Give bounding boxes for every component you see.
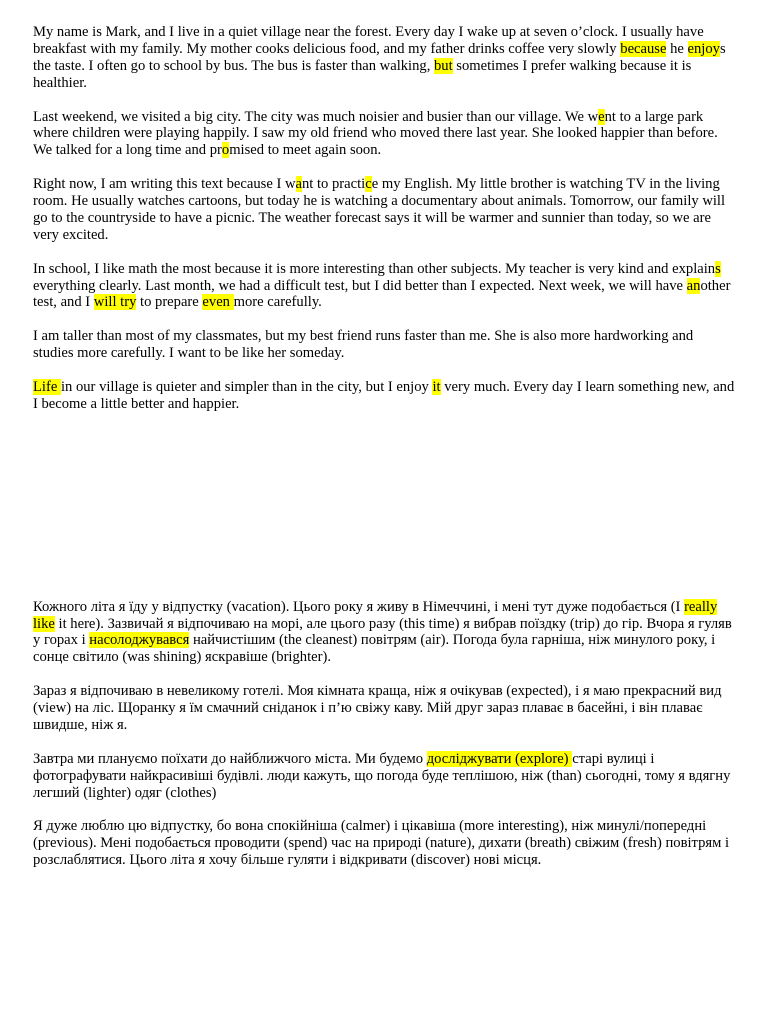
paragraph [33, 261, 735, 312]
paragraph [33, 24, 735, 92]
text-run: he [666, 40, 688, 57]
highlighted-text: e [598, 108, 605, 125]
highlighted-text: c [365, 176, 372, 193]
text-run: Зараз я відпочиваю в невеликому готелі. Моя кімната краща, ніж я очікував (expected), і я маю прекрасний вид (view) на ліс. Щоранку я їм смачний сніданок і п’ю свіжу каву. Мій друг зараз плаває в басейні, і він плаває швидше, ніж я. [33, 683, 722, 733]
highlighted-text: really like [33, 598, 718, 632]
text-run: other test, and I [33, 277, 731, 311]
text-run: Завтра ми плануємо поїхати до найближчого міста. Ми будемо [33, 750, 427, 767]
paragraph [33, 818, 735, 869]
highlighted-text: досліджувати (explore) [426, 750, 573, 767]
text-run: everything clearly. Last month, we had a difficult test, but I did better than I expected. Next week, we will have [33, 277, 687, 294]
highlighted-text: s [715, 260, 721, 277]
text-run: in our village is quieter and simpler than in the city, but I enjoy [60, 378, 433, 395]
highlighted-text: even [202, 294, 234, 311]
paragraph [33, 751, 735, 802]
text-run: mised to meet again soon. [229, 142, 382, 159]
highlighted-text: Life [33, 378, 61, 395]
text-run: Я дуже люблю цю відпустку, бо вона спокійніша (calmer) і цікавіша (more interesting), ніж минулі/попередні (previous). Мені подобається проводити (spend) час на природі (nature), дихати (breath) свіжим (fresh) повітрям і розслаблятися. Цього літа я хочу більше гуляти і відкривати (discover) нові місця. [33, 818, 730, 869]
highlighted-text: it [432, 378, 441, 395]
text-run: e my English. My little brother is watching TV in the living room. He usually watches cartoons, but today he is watching a documentary about animals. Tomorrow, our family will go to the countryside to have a picnic. The weather forecast says it will be warmer and sunnier than today, so we are very excited. [33, 176, 726, 243]
text-run: старі вулиці і фотографувати найкрасивіші будівлі. люди кажуть, що погода буде теплішою, ніж (than) сьогодні, тому я вдягну легший (lighter) одяг (clothes) [33, 750, 731, 801]
highlighted-text: o [221, 142, 230, 159]
text-run: Кожного літа я їду у відпустку (vacation). Цього року я живу в Німеччині, і мені тут дуже подобається (I [33, 598, 685, 615]
text-run: My name is Mark, and I live in a quiet village near the forest. Every day I wake up at seven o’clock. I usually have breakfast with my family. My mother cooks delicious food, and my father drinks coffee very slowly [33, 24, 704, 57]
text-run: it here). Зазвичай я відпочиваю на морі, але цього разу (this time) я вибрав поїздку (trip) до гір. Вчора я гуляв у горах і [33, 615, 732, 649]
paragraph [33, 328, 735, 362]
paragraph [33, 379, 735, 413]
highlighted-text: because [620, 40, 667, 57]
text-run: In school, I like math the most because it is more interesting than other subjects. My teacher is very kind and explain [33, 260, 716, 277]
text-run: more carefully. [233, 294, 322, 311]
text-run: nt to a large park where children were playing happily. I saw my old friend who moved there last year. She looked happier than before. We talked for a long time and pr [33, 108, 718, 159]
highlighted-text: насолоджувався [89, 632, 190, 649]
paragraph [33, 683, 735, 734]
highlighted-text: will try [93, 294, 137, 311]
text-run: найчистішим (the cleanest) повітрям (air). Погода була гарніша, ніж минулого року, і сонце світило (was shining) яскравіше (brighter). [33, 632, 716, 666]
paragraph [33, 599, 735, 667]
text-run: Right now, I am writing this text because I w [33, 176, 296, 193]
highlighted-text: a [295, 176, 302, 193]
paragraph [33, 109, 735, 160]
highlighted-text: but [434, 57, 453, 74]
english-text-section [33, 24, 735, 413]
text-run: nt to practi [302, 176, 366, 193]
highlighted-text: enjoy [687, 40, 720, 57]
text-run: s the taste. I often go to school by bus. The bus is faster than walking, [33, 40, 726, 74]
text-run: Last weekend, we visited a big city. The city was much noisier and busier than our village. We w [33, 108, 599, 125]
text-run: I am taller than most of my classmates, but my best friend runs faster than me. She is also more hardworking and studies more carefully. I want to be like her someday. [33, 328, 694, 362]
ukrainian-text-section [33, 599, 735, 869]
blank-gap [33, 430, 735, 599]
paragraph [33, 176, 735, 244]
highlighted-text: an [686, 277, 701, 294]
text-run: to prepare [136, 294, 203, 311]
text-run: very much. Every day I learn something new, and I become a little better and happier. [33, 378, 735, 412]
document-page [33, 24, 735, 886]
text-run: sometimes I prefer walking because it is healthier. [33, 57, 692, 91]
